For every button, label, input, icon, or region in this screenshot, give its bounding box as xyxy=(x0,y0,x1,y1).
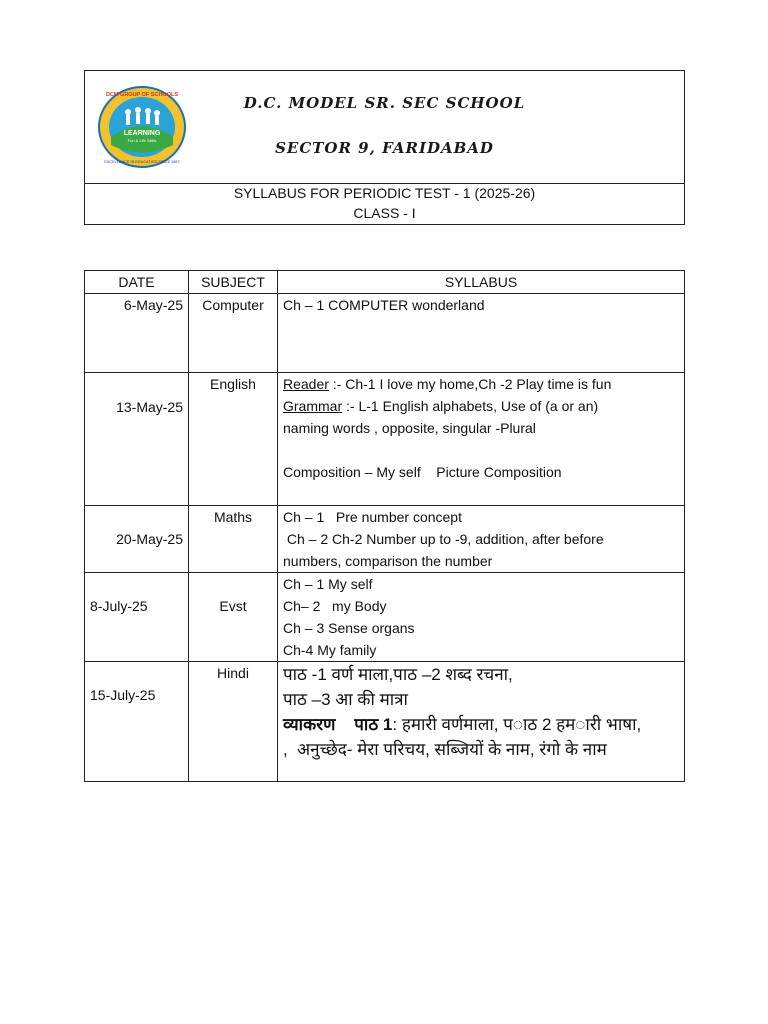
school-address: SECTOR 9, FARIDABAD xyxy=(275,139,494,157)
svg-text:EXCELLENCE IN EDUCATION SINCE: EXCELLENCE IN EDUCATION SINCE 1987 xyxy=(104,160,180,164)
subject-cell: Hindi xyxy=(189,662,278,782)
grammar-label: Grammar xyxy=(283,398,343,414)
hindi-grammar-label: व्याकरण पाठ 1 xyxy=(283,715,393,734)
table-row xyxy=(85,662,685,782)
table-row xyxy=(85,573,685,662)
date-cell: 20-May-25 xyxy=(85,506,189,573)
svg-text:DCM GROUP OF SCHOOLS: DCM GROUP OF SCHOOLS xyxy=(105,92,179,98)
svg-text:LEARNING: LEARNING xyxy=(123,130,161,137)
subject-cell: English xyxy=(189,373,278,506)
table-header-row xyxy=(85,271,685,294)
column-header-date: DATE xyxy=(85,271,189,294)
school-name: D.C. MODEL SR. SEC SCHOOL xyxy=(243,94,526,112)
syllabus-cell: पाठ -1 वर्ण माला,पाठ –2 शब्द रचना, पाठ –3 आ की मात्रा व्याकरण पाठ 1: हमारी वर्णमाला, प◌ाठ 2 हम◌ारी भाषा, , अनुच्छेद- मेरा परिचय, सब्जियों के नाम, रंगो के नाम xyxy=(278,662,685,782)
header-top xyxy=(85,71,684,184)
table-row xyxy=(85,373,685,506)
syllabus-cell: Ch – 1 COMPUTER wonderland xyxy=(278,294,685,373)
class-label: CLASS - I xyxy=(353,205,416,221)
header-bottom xyxy=(85,183,684,223)
syllabus-cell: Ch – 1 My self Ch– 2 my Body Ch – 3 Sense organs Ch-4 My family xyxy=(278,573,685,662)
reader-label: Reader xyxy=(283,376,329,392)
syllabus-table xyxy=(84,270,685,782)
table-row xyxy=(85,294,685,373)
svg-text:Fun & Life Skills: Fun & Life Skills xyxy=(127,138,157,143)
table-row xyxy=(85,506,685,573)
date-cell: 8-July-25 xyxy=(85,573,189,662)
subject-cell: Evst xyxy=(189,573,278,662)
subject-cell: Computer xyxy=(189,294,278,373)
date-cell: 15-July-25 xyxy=(85,662,189,782)
header-box xyxy=(84,70,685,225)
column-header-subject: SUBJECT xyxy=(189,271,278,294)
syllabus-cell: Reader :- Ch-1 I love my home,Ch -2 Play time is fun Grammar :- L-1 English alphabets, Use of (a or an) naming words , opposite, singular -Plural Composition – My self Picture Composition xyxy=(278,373,685,506)
column-header-syllabus: SYLLABUS xyxy=(278,271,685,294)
subject-cell: Maths xyxy=(189,506,278,573)
syllabus-title: SYLLABUS FOR PERIODIC TEST - 1 (2025-26) xyxy=(233,185,536,201)
date-cell: 13-May-25 xyxy=(85,373,189,506)
date-cell: 6-May-25 xyxy=(85,294,189,373)
syllabus-cell: Ch – 1 Pre number concept Ch – 2 Ch-2 Number up to -9, addition, after before numbers, comparison the number xyxy=(278,506,685,573)
